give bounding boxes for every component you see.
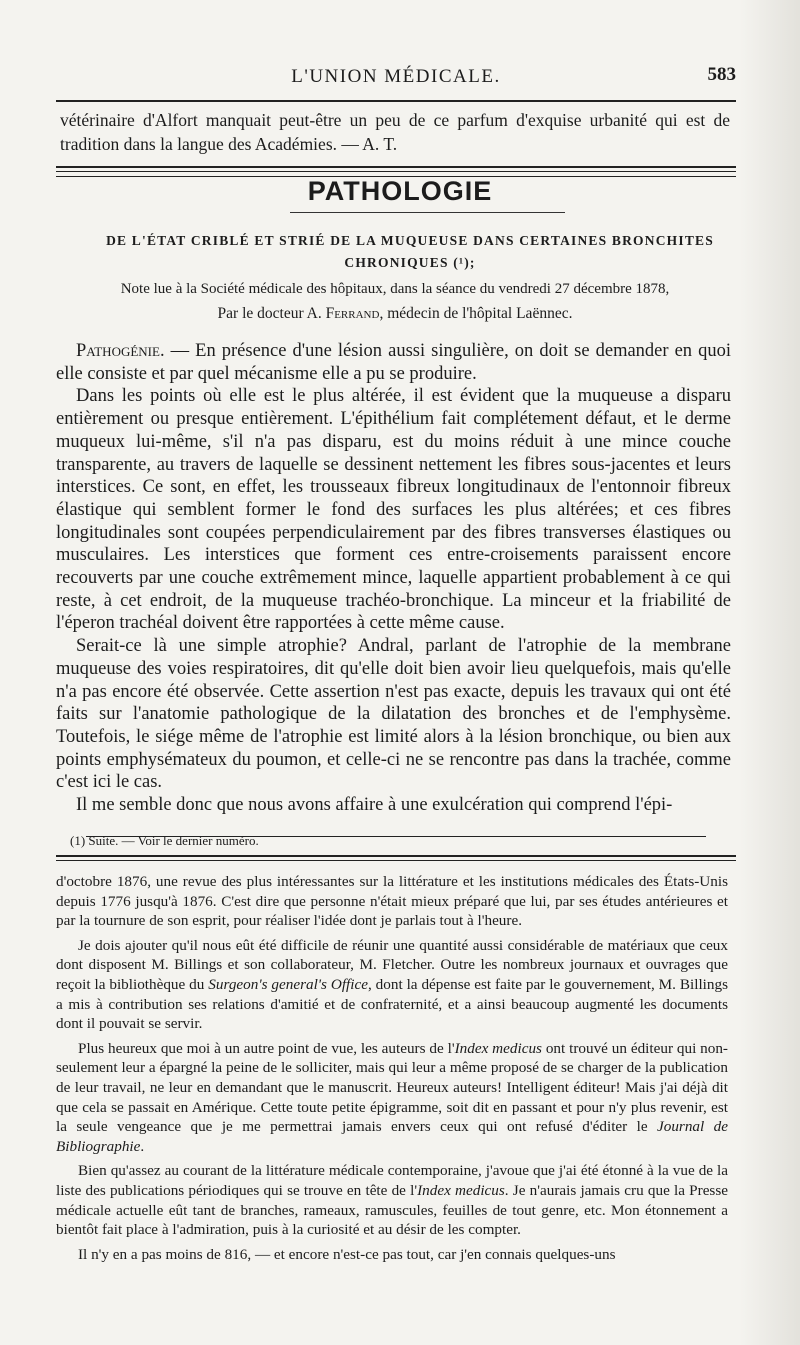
section-title-underline	[290, 212, 565, 213]
section-rule-top	[56, 166, 736, 168]
paragraph	[56, 936, 728, 1034]
footnote: (1) Suite. — Voir le dernier numéro.	[70, 833, 259, 848]
running-title: L'UNION MÉDICALE.	[291, 66, 501, 87]
page-number: 583	[707, 64, 736, 85]
paragraph: d'octobre 1876, une revue des plus intéressantes sur la littérature et les institutions médicales des États-Unis depuis 1776 jusqu'à 1876. C'est dire que personne n'était mieux préparé que lui, par ses études antérieures et par la tournure de son esprit, pour réaliser l'idée dont je parlais tout à l'heure.	[56, 873, 728, 930]
paragraph: Il me semble donc que nous avons affaire à une exulcération qui comprend l'épi-	[76, 795, 673, 816]
article-title: DE L'ÉTAT CRIBLÉ ET STRIÉ DE LA MUQUEUSE DANS CERTAINES BRONCHITES CHRONIQUES (¹);	[106, 233, 714, 270]
article-byline	[60, 305, 730, 323]
text-run: Plus heureux que moi à un autre point de vue, les auteurs de l'	[78, 1039, 455, 1057]
feuilleton-body	[56, 872, 728, 1264]
italic-title: Journal de Bibliographie	[56, 1118, 728, 1155]
text-run: .	[140, 1137, 145, 1155]
section-title: PATHOLOGIE	[307, 176, 493, 206]
text-run: , dont la dépense est faite par le gouvernement, M. Billings a mis à contribution ses relations d'amitié et de confraternité, et a ainsi beaucoup augmenté les documents dont il pouvait se servir.	[56, 975, 728, 1033]
section-rule-middle	[56, 171, 736, 172]
paragraph-pathogenie	[56, 340, 731, 385]
paragraph	[56, 1161, 728, 1239]
text-run: Bien qu'assez au courant de la littérature médicale contemporaine, j'avoue que j'ai été étonné à la vue de la liste des publications périodiques qui se trouve en tête de l'	[56, 1162, 728, 1199]
italic-title: Index medicus	[454, 1039, 542, 1057]
paragraph: Serait-ce là une simple atrophie? Andral, parlant de l'atrophie de la membrane muqueuse des voies respiratoires, dit qu'elle doit bien avoir lieu quelquefois, mais qu'elle n'a pas encore été observée. Cette assertion n'est pas exacte, depuis les travaux qui ont été faits sur l'anatomie pathologique de la dilatation des bronches et de l'emphysème. Toutefois, le siége même de l'atrophie est limité alors à la lésion bronchique, ou bien aux points emphysémateux du poumon, et celle-ci ne se rencontre pas dans la trachée, comme c'est ici le cas.	[56, 636, 731, 793]
article-note: Note lue à la Société médicale des hôpitaux, dans la séance du vendredi 27 décembre 1878,	[120, 281, 670, 297]
feuilleton-rule-bottom	[56, 860, 736, 861]
paragraph	[56, 1039, 728, 1157]
continuation-paragraph: vétérinaire d'Alfort manquait peut-être un peu de ce parfum d'exquise urbanité qui est de tradition dans la langue des Académies. — A. T.	[60, 110, 730, 154]
italic-title: Surgeon's general's Office	[208, 975, 368, 993]
paragraph: Dans les points où elle est le plus altérée, il est évident que la muqueuse a disparu entièrement ou presque entièrement. L'épithélium fait complétement défaut, et le derme muqueux lui-même, s'il n'a pas disparu, est du moins réduit à une mince couche transparente, au travers de laquelle se dessinent nettement les fibres sous-jacentes et leurs interstices. Ce sont, en effet, les trousseaux fibreux longitudinaux de l'entonnoir fibreux élastique qui semblent former le fond des surfaces les plus altérées; et ces fibres longitudinales sont coupées perpendiculairement par des fibres transverses élastiques ou musculaires. Les interstices que forment ces entre-croisements paraissent encore recouverts par une couche extrêmement mince, laquelle appartient probablement à ce qui reste, à cet endroit, de la muqueuse trachéo-bronchique. La minceur et la friabilité de l'éperon trachéal doivent être rapportées à cette même cause.	[56, 386, 731, 634]
text-run: ont trouvé un éditeur qui non-seulement leur a épargné la peine de le solliciter, mais qui leur a même proposé de se charger de la publication de leur travail, ne leur en demandant que le manuscrit. Heureux auteurs! Intelligent éditeur! Mais j'ai déjà dit que cela se passait en Amérique. Cette toute petite épigramme, soit dit en passant et pour n'y plus revenir, est la seule vengeance que je me permettrai jamais envers ceux qui ont refusé d'éditer le	[56, 1039, 728, 1136]
page-header	[56, 62, 736, 92]
header-rule	[56, 100, 736, 102]
byline-prefix: Par le docteur A.	[217, 305, 322, 322]
feuilleton-rule-top	[56, 855, 736, 857]
paragraph: Il n'y en a pas moins de 816, — et encore n'est-ce pas tout, car j'en connais quelques-uns	[78, 1245, 616, 1263]
article-body	[56, 340, 731, 817]
text-run: Je dois ajouter qu'il nous eût été difficile de réunir une quantité aussi considérable de matériaux que ceux dont disposent M. Billings et son collaborateur, M. Fletcher. Outre les nombreux journaux et ouvrages que reçoit la bibliothèque du	[56, 936, 728, 993]
author-name: Ferrand	[325, 305, 380, 322]
lead-label: Pathogénie.	[76, 341, 165, 361]
text-run: . Je n'aurais jamais cru que la Presse médicale actuelle eût tant de branches, rameaux, ramuscules, feuilles de tout genre, etc. Mon étonnement a bientôt fait place à l'admiration, puis à la curiosité et au désir de les compter.	[56, 1181, 728, 1239]
byline-suffix: , médecin de l'hôpital Laënnec.	[379, 305, 573, 322]
italic-title: Index medicus	[417, 1181, 505, 1199]
page-edge-shadow	[740, 0, 800, 1345]
paragraph-text: — En présence d'une lésion aussi singulière, on doit se demander en quoi elle consiste et par quel mécanisme elle a pu se produire.	[56, 341, 731, 384]
